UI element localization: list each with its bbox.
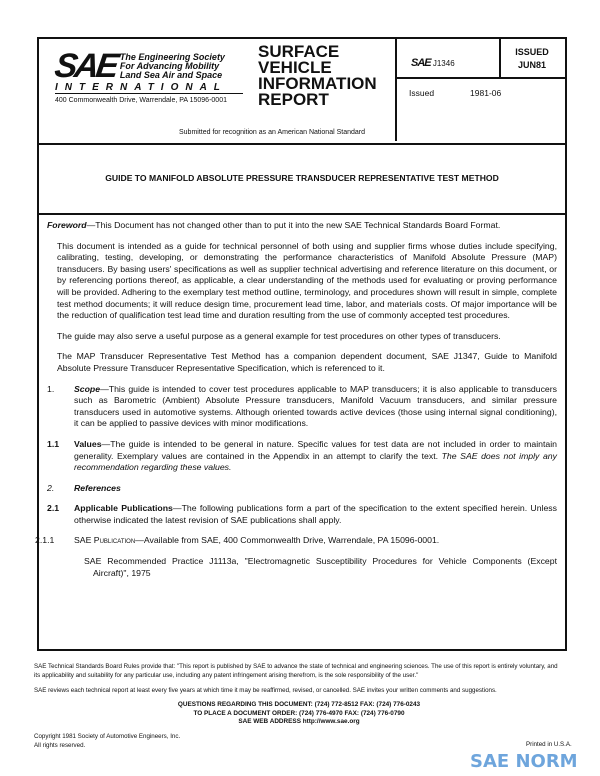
logo-text: SAE <box>52 47 119 85</box>
section-number: 2.1.1 <box>35 535 55 546</box>
copyright-line: Copyright 1981 Society of Automotive Engineers, Inc. <box>34 733 181 740</box>
doc-prefix: SAE <box>411 57 431 69</box>
section-text: —The guide is intended to be general in nature. Specific values for test data are not included in order to maintain generality. Exemplary values are contained in the Appendix in an attempt to clarify the text. <box>74 438 557 461</box>
report-type-line: REPORT <box>258 90 329 109</box>
section-2-1 <box>47 503 557 526</box>
document-number <box>411 57 455 69</box>
section-1 <box>47 384 557 430</box>
paragraph: This document is intended as a guide for technical personnel of both using and supplier firms whose duties include specifying, calibrating, testing, developing, or demonstrating the performance characteristics of Manifold Absolute Pressure (MAP) transducers. By basing users' specifications as well as supplier technical advertising and reference literature on this document, or by referencing portions thereof, as applicable, a clear understanding of the methods used for evaluating or proving performance will be provided. Adhering to the exemplary test method outline, terminology, and procedures shown will result in simple, complete test method documents; it will reduce design time, procurement lead time, labor, and materials costs. Of major importance will be the reduction of qualification test lead time and duration resulting from the use of commonly accepted test procedures. <box>57 240 557 321</box>
tagline-line: Land Sea Air and Space <box>119 70 223 80</box>
submitted-note: Submitted for recognition as an American National Standard <box>179 129 365 136</box>
section-number: 1.1 <box>47 438 60 449</box>
copyright <box>34 732 564 750</box>
issued-date-row <box>409 88 501 98</box>
reference-item: SAE Recommended Practice J1113a, "Electromagnetic Susceptibility Procedures for Vehicle Components (Except Aircraft)", 1975 <box>84 556 557 578</box>
document-header <box>39 39 565 145</box>
international-label: INTERNATIONAL <box>55 81 243 94</box>
section-text: —Available from SAE, 400 Commonwealth Drive, Warrendale, PA 15096-0001. <box>135 535 440 546</box>
paragraph: The guide may also serve a useful purpose as a general example for test procedures on other types of transducers. <box>57 330 501 341</box>
foreword-text: —This Document has not changed other than to put it into the new SAE Technical Standards Board Format. <box>86 220 501 230</box>
contact-info <box>34 701 564 727</box>
sae-norm-watermark <box>470 752 578 772</box>
document-body <box>35 220 557 588</box>
foreword <box>47 220 557 232</box>
section-number: 2.1 <box>47 503 60 514</box>
watermark-text: SAE NORM <box>470 751 578 772</box>
issued-code: JUN81 <box>517 60 546 70</box>
footer-review: SAE reviews each technical report at least every five years at which time it may be reaffirmed, revised, or cancelled. SAE invites your written comments and suggestions. <box>34 687 497 694</box>
section-label: Scope <box>74 383 101 394</box>
issued-label: ISSUED <box>515 47 549 57</box>
tagline-line: The Engineering Society <box>119 52 225 62</box>
section-note: The SAE does not imply any recommendation regarding these values. <box>74 450 557 473</box>
section-label: Values <box>74 438 102 449</box>
printed-in: Printed in U.S.A. <box>526 741 572 748</box>
footer-rules: SAE Technical Standards Board Rules provide that: "This report is published by SAE to advance the state of technical and engineering sciences. The use of this report is entirely voluntary, and its applicability and suitability for any particular use, including any patent infringement arising therefrom, is the sole responsibility of the user." <box>34 663 558 679</box>
section-number: 1. <box>47 383 55 394</box>
section-label: References <box>74 482 121 493</box>
sae-address: 400 Commonwealth Drive, Warrendale, PA 15096-0001 <box>55 97 227 104</box>
divider <box>397 77 565 79</box>
sae-logo <box>52 47 265 104</box>
section-number: 2. <box>47 482 55 493</box>
section-label: SAE Publication <box>74 535 136 546</box>
issued-box <box>501 46 563 72</box>
foreword-label: Foreword <box>47 220 87 230</box>
section-text: —The following publications form a part of the specification to the extent specified herein. Unless otherwise indicated the latest revision of SAE publications shall apply. <box>74 503 557 525</box>
issued-date: 1981-06 <box>470 88 502 98</box>
section-1-1 <box>47 439 557 474</box>
section-2 <box>47 483 557 495</box>
issued-text: Issued <box>409 88 435 98</box>
tagline-line: For Advancing Mobility <box>119 61 220 71</box>
section-text: —This guide is intended to cover test procedures applicable to MAP transducers; it is also applicable to transducers such as Barometric (Ambient) Absolute Pressure transducers, Manifold Vacuum transducers, and similar pressure transducers used in automotive systems. Although oriented towards active devices (those using internal signal conditioning), it can be applied to passive devices with minor modifications. <box>74 383 557 429</box>
report-type <box>258 44 377 108</box>
document-title: GUIDE TO MANIFOLD ABSOLUTE PRESSURE TRANSDUCER REPRESENTATIVE TEST METHOD <box>39 143 565 215</box>
section-2-1-1 <box>35 535 557 547</box>
rights-line: All rights reserved. <box>34 742 86 749</box>
section-label: Applicable Publications <box>74 503 173 514</box>
report-type-line: SURFACE <box>258 42 340 61</box>
web-address[interactable]: SAE WEB ADDRESS http://www.sae.org <box>238 718 360 725</box>
report-type-line: INFORMATION <box>258 74 377 93</box>
report-type-line: VEHICLE <box>258 58 332 77</box>
order-line: TO PLACE A DOCUMENT ORDER: (724) 776-4970 FAX: (724) 776-0790 <box>193 709 405 717</box>
questions-line: QUESTIONS REGARDING THIS DOCUMENT: (724) 772-8512 FAX: (724) 776-0243 <box>177 701 421 708</box>
divider <box>395 39 397 141</box>
doc-number: J1346 <box>432 59 455 68</box>
paragraph: The MAP Transducer Representative Test Method has a companion dependent document, SAE J1347, Guide to Manifold Absolute Pressure Transducer Representative Specification, which is referenced to it. <box>57 351 557 373</box>
